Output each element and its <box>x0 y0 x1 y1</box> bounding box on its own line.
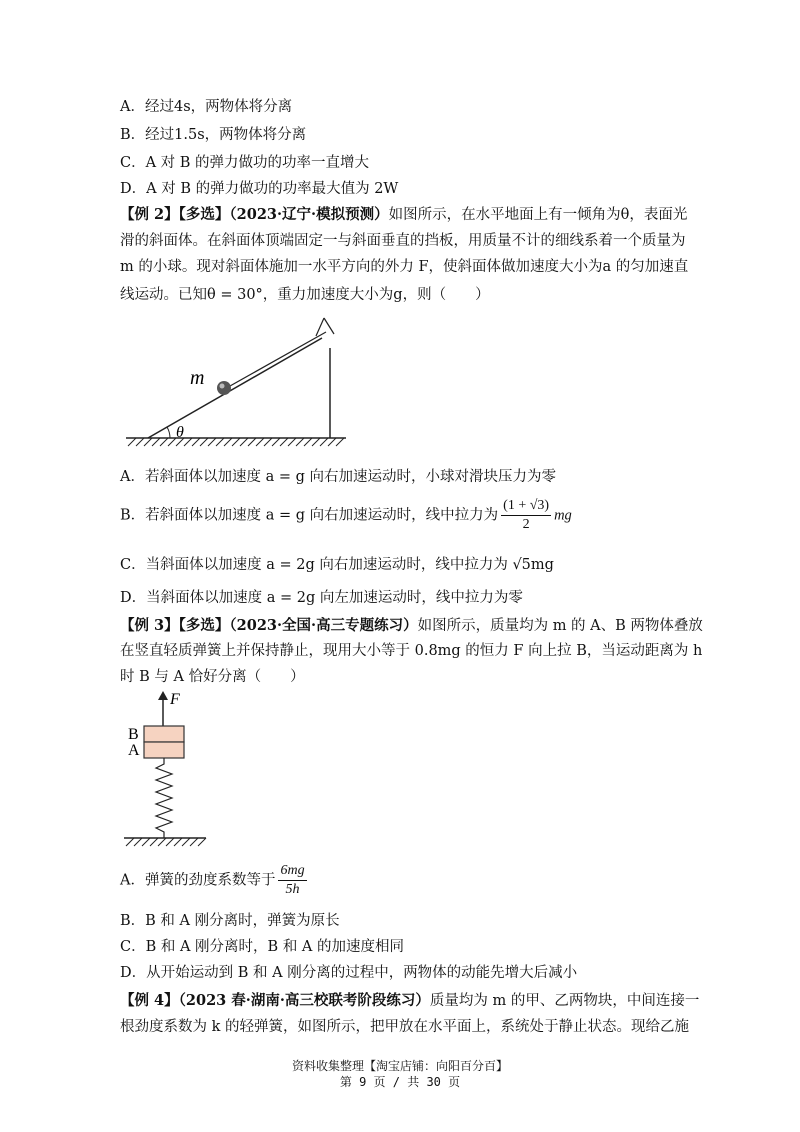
ex3-option-a-fraction <box>278 862 306 899</box>
angle-arc <box>167 427 170 438</box>
ex2-option-c: C．当斜面体以加速度 a = 2g 向右加速运动时，线中拉力为 √5mg <box>120 557 554 573</box>
ex2-option-b-text: B．若斜面体以加速度 a = g 向右加速运动时，线中拉力为 <box>120 507 499 524</box>
ex3-option-a-denominator: 5h <box>285 882 300 897</box>
ex2-source: （2023·辽宁·模拟预测） <box>229 206 389 223</box>
incline-body <box>148 338 330 438</box>
ex2-text-1: 如图所示，在水平地面上有一倾角为θ，表面光 <box>388 207 688 223</box>
ex2-stem-line2: 滑的斜面体。在斜面体顶端固定一与斜面垂直的挡板，用质量不计的细线系着一个质量为 <box>120 233 686 249</box>
q1-option-d: D．A 对 B 的弹力做功的功率最大值为 2W <box>120 181 399 197</box>
footer-page-number: 第 9 页 / 共 30 页 <box>339 1075 461 1089</box>
ex2-option-a: A．若斜面体以加速度 a = g 向右加速运动时，小球对滑块压力为零 <box>120 469 556 485</box>
ex2-stem-line4: 线运动。已知θ = 30°，重力加速度大小为g，则（ ） <box>120 287 490 303</box>
ex3-option-b: B．B 和 A 刚分离时，弹簧为原长 <box>120 913 340 929</box>
ex4-source: （2023 春·湖南·高三校联考阶段练习） <box>178 992 430 1009</box>
fig-label-b: B <box>128 726 139 743</box>
spring <box>156 758 172 838</box>
ground-hatching <box>126 438 346 446</box>
q1-option-a: A．经过4s，两物体将分离 <box>120 99 293 115</box>
ex3-text-1: 如图所示，质量均为 m 的 A、B 两物体叠放 <box>417 618 703 634</box>
ex2-stem-line3: m 的小球。现对斜面体施加一水平方向的外力 F，使斜面体做加速度大小为a 的匀加速直 <box>120 259 689 275</box>
ex2-option-b-fraction <box>501 497 551 534</box>
fig-label-a: A <box>128 742 140 759</box>
ex2-option-d: D．当斜面体以加速度 a = 2g 向左加速运动时，线中拉力为零 <box>120 590 523 606</box>
fig-angle-label: θ <box>176 424 184 441</box>
fig-mass-label: m <box>190 367 205 389</box>
ex3-option-a <box>120 862 310 899</box>
ex3-stem-line2: 在竖直轻质弹簧上并保持静止，现用大小等于 0.8mg 的恒力 F 向上拉 B，当运动距离为 h <box>120 643 703 659</box>
ex3-option-c: C．B 和 A 刚分离时，B 和 A 的加速度相同 <box>120 939 405 955</box>
base-hatching <box>124 838 206 846</box>
ex4-text-1: 质量均为 m 的甲、乙两物块，中间连接一 <box>429 993 700 1009</box>
ex4-stem-line1 <box>120 991 699 1011</box>
footer-source: 资料收集整理【淘宝店铺：向阳百分百】 <box>291 1059 508 1073</box>
ex2-option-b-numerator: (1 + √3) <box>501 497 551 516</box>
fig-force-label: F <box>170 691 180 708</box>
block-a <box>144 742 184 758</box>
ex3-option-a-text: A．弹簧的劲度系数等于 <box>120 872 276 889</box>
ex2-tag: 【例 2】【多选】 <box>120 206 230 223</box>
spring-figure <box>120 688 220 858</box>
ex3-source: （2023·全国·高三专题练习） <box>229 617 418 634</box>
ex4-stem-line2: 根劲度系数为 k 的轻弹簧，如图所示，把甲放在水平面上，系统处于静止状态。现给乙施 <box>120 1019 690 1035</box>
force-arrow <box>158 691 168 726</box>
incline-figure <box>120 312 360 452</box>
ex2-stem-line1 <box>120 205 687 225</box>
ex3-tag: 【例 3】【多选】 <box>120 617 230 634</box>
q1-option-c: C．A 对 B 的弹力做功的功率一直增大 <box>120 155 370 171</box>
ex3-stem-line3: 时 B 与 A 恰好分离（ ） <box>120 669 305 685</box>
ex4-tag: 【例 4】 <box>120 992 179 1009</box>
q1-option-b: B．经过1.5s，两物体将分离 <box>120 127 307 143</box>
ex2-option-b <box>120 497 572 534</box>
ex2-option-b-denominator: 2 <box>522 517 530 532</box>
ball <box>217 381 231 395</box>
ex3-option-a-numerator: 6mg <box>278 862 306 881</box>
ex3-option-d: D．从开始运动到 B 和 A 刚分离的过程中，两物体的动能先增大后减小 <box>120 965 578 981</box>
ex3-stem-line1 <box>120 616 703 636</box>
ex2-option-b-unit: mg <box>554 507 572 524</box>
baffle-and-rope <box>230 318 334 386</box>
block-b <box>144 726 184 742</box>
